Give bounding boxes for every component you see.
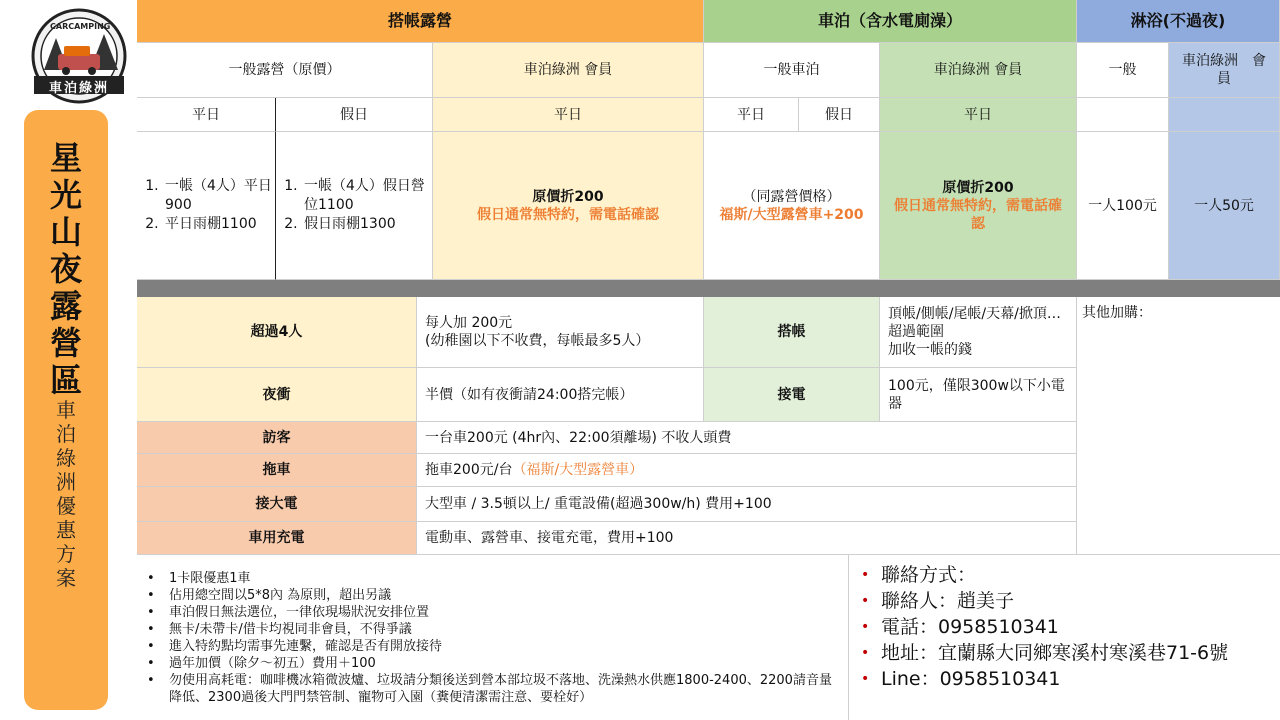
price-car-member-note: 假日通常無特約，需電話確認 (894, 197, 1062, 232)
extra-value-tent: 頂帳/側帳/尾帳/天幕/掀頂…超過範圍 加收一帳的錢 (880, 297, 1077, 368)
day-car-holiday: 假日 (799, 98, 880, 132)
contact-item: • 聯絡人：趙美子 (881, 588, 1280, 614)
subheader-shower-general: 一般 (1077, 43, 1169, 98)
price-camp-member-main: 原價折200 (532, 188, 604, 205)
rule-item: • 勿使用高耗電：咖啡機冰箱微波爐、垃圾請分類後送到營本部垃圾不落地、洗澡熱水供應1800-2400、2200請音量降低、2300過後大門門禁管制、寵物可入園（糞便清潔需注意、要栓好） (169, 672, 840, 706)
day-car-weekday: 平日 (704, 98, 799, 132)
subheader-car-general: 一般車泊 (704, 43, 880, 98)
contact-item: • 電話：0958510341 (881, 614, 1280, 640)
extra-value-bigpower: 大型車 / 3.5頓以上/ 重電設備(超過300w/h) 費用+100 (417, 487, 1077, 522)
extra-value-visitor: 一台車200元 (4hr內、22:00須離場) 不收人頭費 (417, 422, 1077, 454)
day-camp-holiday: 假日 (276, 98, 433, 132)
contact-item: • 聯絡方式： (881, 562, 1280, 588)
day-shower-general-blank (1077, 98, 1169, 132)
section-divider (137, 280, 1280, 297)
rules-list (143, 570, 840, 706)
extra-label-over4: 超過4人 (137, 297, 417, 368)
extra-label-night: 夜衝 (137, 368, 417, 422)
rule-item: • 進入特約點均需事先連繫，確認是否有開放接待 (169, 638, 840, 655)
subheader-camp-member: 車泊綠洲 會員 (433, 43, 704, 98)
extra-value-night: 半價（如有夜衝請24:00搭完帳） (417, 368, 704, 422)
day-camp-weekday: 平日 (137, 98, 276, 132)
extra-label-charging: 車用充電 (137, 522, 417, 555)
extra-label-bigpower: 接大電 (137, 487, 417, 522)
other-purchase-label: 其他加購： (1082, 305, 1152, 321)
contact-box (849, 555, 1280, 720)
day-shower-member-blank (1169, 98, 1280, 132)
extra-value-trailer (417, 454, 1077, 487)
rule-item: • 佔用總空間以5*8內 為原則，超出另議 (169, 587, 840, 604)
sidebar-subtitle: 車泊綠洲優惠方案 (56, 398, 76, 590)
subheader-car-member: 車泊綠洲 會員 (880, 43, 1077, 98)
price-camp-holiday (276, 132, 433, 280)
subheader-camp-general: 一般露營（原價） (137, 43, 433, 98)
price-camp-member-note: 假日通常無特約，需電話確認 (477, 206, 659, 223)
extra-value-over4: 每人加 200元 (幼稚園以下不收費，每帳最多5人） (417, 297, 704, 368)
price-camp-weekday-2: 2. 平日雨棚1100 (163, 215, 275, 234)
extra-value-trailer-text: 拖車200元/台 (425, 462, 513, 478)
logo-name: 車泊綠洲 (48, 81, 109, 96)
day-camp-member: 平日 (433, 98, 704, 132)
rule-item: • 過年加價（除夕～初五）費用＋100 (169, 655, 840, 672)
rule-item: • 1卡限優惠1車 (169, 570, 840, 587)
sidebar-title: 星光山夜露營區 (49, 139, 82, 399)
contact-item: • Line：0958510341 (881, 666, 1280, 692)
logo-arc-text: CARCAMPING (50, 22, 111, 31)
rules-box (137, 555, 849, 720)
rule-item: • 車泊假日無法選位，一律依現場狀況安排位置 (169, 604, 840, 621)
price-shower-general: 一人100元 (1077, 132, 1169, 280)
extra-label-power: 接電 (704, 368, 880, 422)
extra-label-trailer: 拖車 (137, 454, 417, 487)
logo (20, 8, 138, 104)
contact-item: • 地址：宜蘭縣大同鄉寒溪村寒溪巷71-6號 (881, 640, 1280, 666)
header-shower: 淋浴(不過夜) (1077, 0, 1280, 43)
day-car-member: 平日 (880, 98, 1077, 132)
price-camp-member (433, 132, 704, 280)
subheader-shower-member: 車泊綠洲 會員 (1169, 43, 1280, 98)
header-camping: 搭帳露營 (137, 0, 704, 43)
contact-list (859, 562, 1280, 692)
extra-label-tent: 搭帳 (704, 297, 880, 368)
other-purchase (1077, 297, 1280, 555)
price-shower-member: 一人50元 (1169, 132, 1280, 280)
extra-value-charging: 電動車、露營車、接電充電，費用+100 (417, 522, 1077, 555)
price-car-general-note: 福斯/大型露營車+200 (719, 206, 864, 223)
price-car-member (880, 132, 1077, 280)
extra-label-visitor: 訪客 (137, 422, 417, 454)
price-camp-holiday-1: 1. 一帳（4人）假日營位1100 (302, 177, 432, 215)
price-car-member-main: 原價折200 (942, 179, 1014, 196)
rule-item: • 無卡/未帶卡/借卡均視同非會員，不得爭議 (169, 621, 840, 638)
price-camp-weekday-1: 1. 一帳（4人）平日900 (163, 177, 275, 215)
price-car-general-main: （同露營價格） (742, 188, 841, 205)
price-camp-weekday (137, 132, 276, 280)
extra-value-trailer-note: （福斯/大型露營車） (512, 462, 644, 478)
extra-value-power: 100元，僅限300w以下小電器 (880, 368, 1077, 422)
price-camp-holiday-2: 2. 假日雨棚1300 (302, 215, 432, 234)
header-carcamp: 車泊（含水電廁澡） (704, 0, 1077, 43)
price-car-general (704, 132, 880, 280)
